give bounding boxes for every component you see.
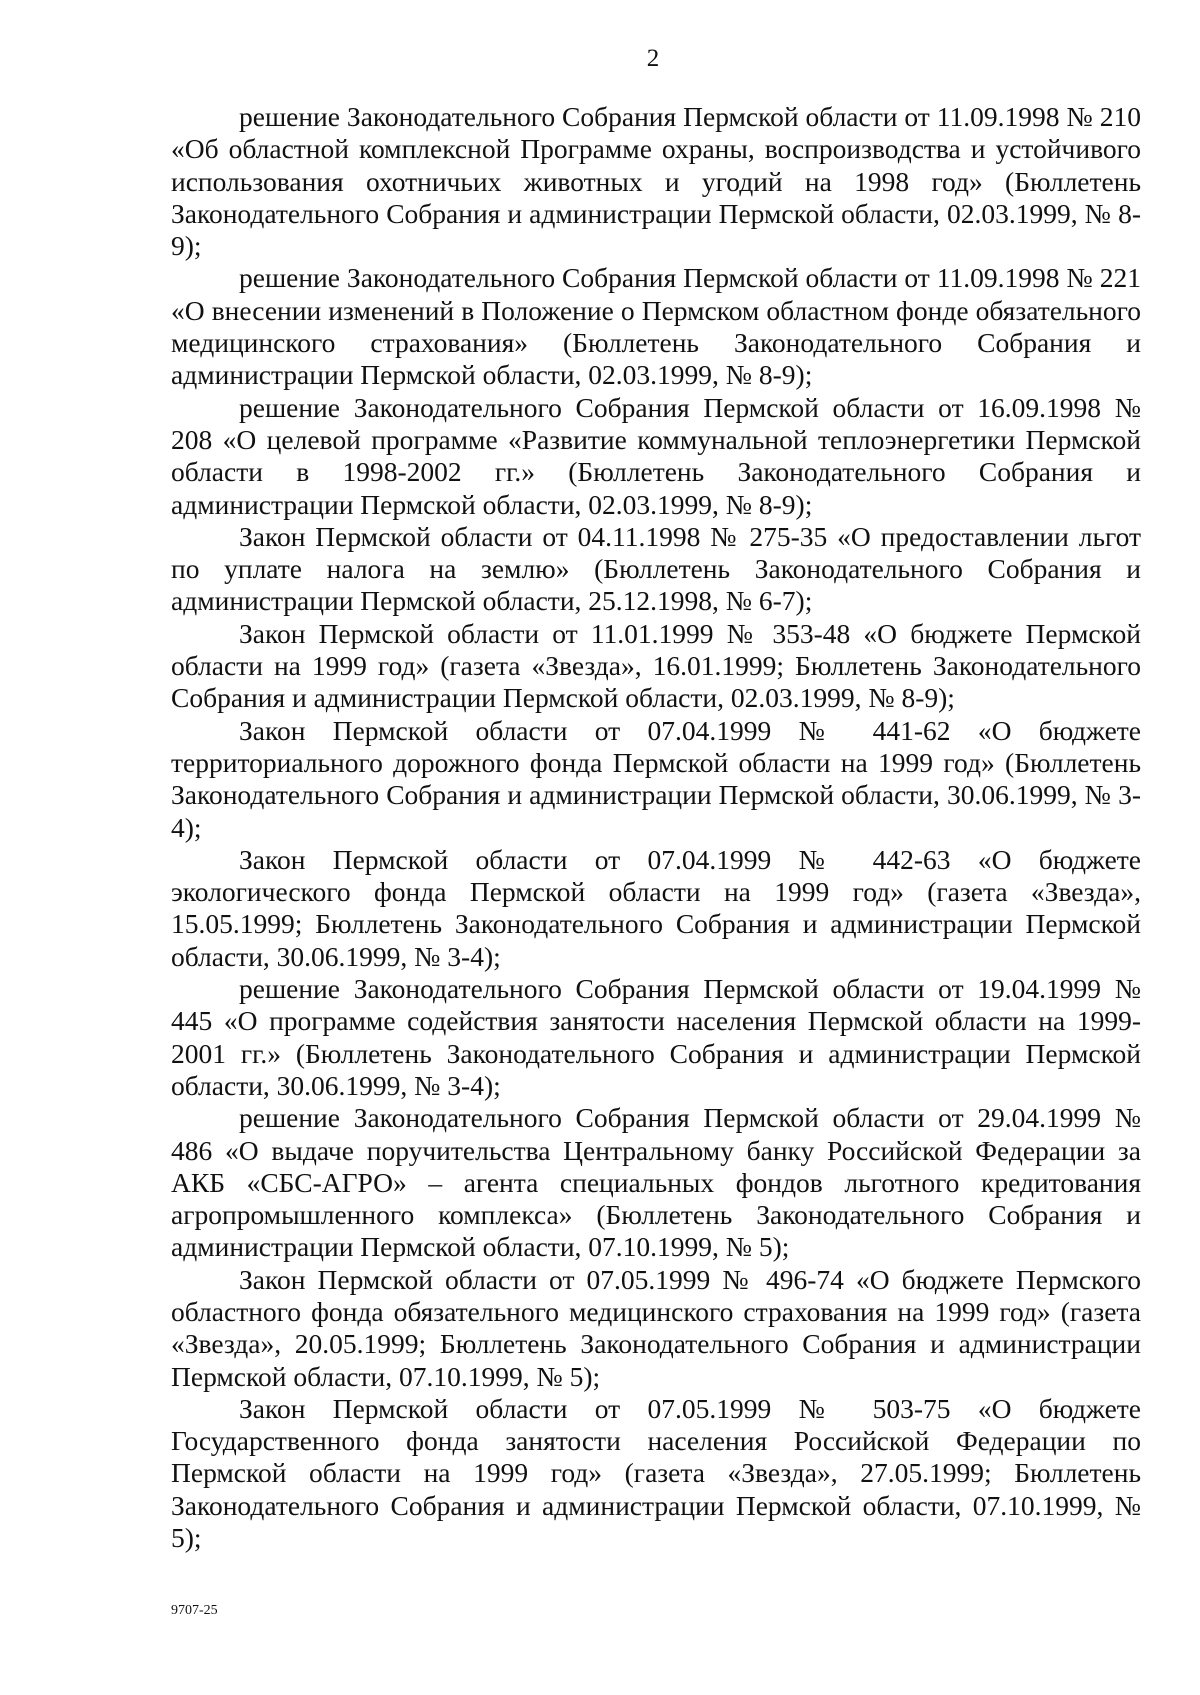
page-number: 2: [646, 45, 660, 72]
document-body: [171, 101, 1141, 1554]
paragraph: решение Законодательного Собрания Пермской области от 11.09.1998 № 221 «О внесении изменений в Положение о Пермском областном фонде обязательного медицинского страхования» (Бюллетень Законодательного Собрания и администрации Пермской области, 02.03.1999, № 8-9);: [171, 262, 1141, 391]
paragraph: решение Законодательного Собрания Пермской области от 29.04.1999 № 486 «О выдаче поручительства Центральному банку Российской Федерации за АКБ «СБС-АГРО» – агента специальных фондов льготного кредитования агропромышленного комплекса» (Бюллетень Законодательного Собрания и администрации Пермской области, 07.10.1999, № 5);: [171, 1102, 1141, 1263]
paragraph: решение Законодательного Собрания Пермской области от 19.04.1999 № 445 «О программе содействия занятости населения Пермской области на 1999-2001 гг.» (Бюллетень Законодательного Собрания и администрации Пермской области, 30.06.1999, № 3-4);: [171, 973, 1141, 1101]
paragraph: Закон Пермской области от 11.01.1999 № 353-48 «О бюджете Пермской области на 1999 год» (газета «Звезда», 16.01.1999; Бюллетень Законодательного Собрания и администрации Пермской области, 02.03.1999, № 8-9);: [171, 617, 1141, 714]
document-code: 9707-25: [171, 1603, 218, 1618]
paragraph: Закон Пермской области от 07.04.1999 № 441-62 «О бюджете территориального дорожного фонда Пермской области на 1999 год» (Бюллетень Законодательного Собрания и администрации Пермской области, 30.06.1999, № 3-4);: [171, 714, 1141, 843]
paragraph: решение Законодательного Собрания Пермской области от 16.09.1998 № 208 «О целевой программе «Развитие коммунальной теплоэнергетики Пермской области в 1998-2002 гг.» (Бюллетень Законодательного Собрания и администрации Пермской области, 02.03.1999, № 8-9);: [171, 391, 1141, 520]
paragraph: Закон Пермской области от 07.05.1999 № 503-75 «О бюджете Государственного фонда занятости населения Российской Федерации по Пермской области на 1999 год» (газета «Звезда», 27.05.1999; Бюллетень Законодательного Собрания и администрации Пермской области, 07.10.1999, № 5);: [171, 1392, 1141, 1554]
paragraph: решение Законодательного Собрания Пермской области от 11.09.1998 № 210 «Об областной комплексной Программе охраны, воспроизводства и устойчивого использования охотничьих животных и угодий на 1998 год» (Бюллетень Законодательного Собрания и администрации Пермской области, 02.03.1999, № 8-9);: [171, 101, 1141, 262]
paragraph: Закон Пермской области от 07.05.1999 № 496-74 «О бюджете Пермского областного фонда обязательного медицинского страхования на 1999 год» (газета «Звезда», 20.05.1999; Бюллетень Законодательного Собрания и администрации Пермской области, 07.10.1999, № 5);: [171, 1263, 1141, 1392]
paragraph: Закон Пермской области от 07.04.1999 № 442-63 «О бюджете экологического фонда Пермской области на 1999 год» (газета «Звезда», 15.05.1999; Бюллетень Законодательного Собрания и администрации Пермской области, 30.06.1999, № 3-4);: [171, 843, 1141, 972]
paragraph: Закон Пермской области от 04.11.1998 № 275-35 «О предоставлении льгот по уплате налога на землю» (Бюллетень Законодательного Собрания и администрации Пермской области, 25.12.1998, № 6-7);: [171, 520, 1141, 617]
